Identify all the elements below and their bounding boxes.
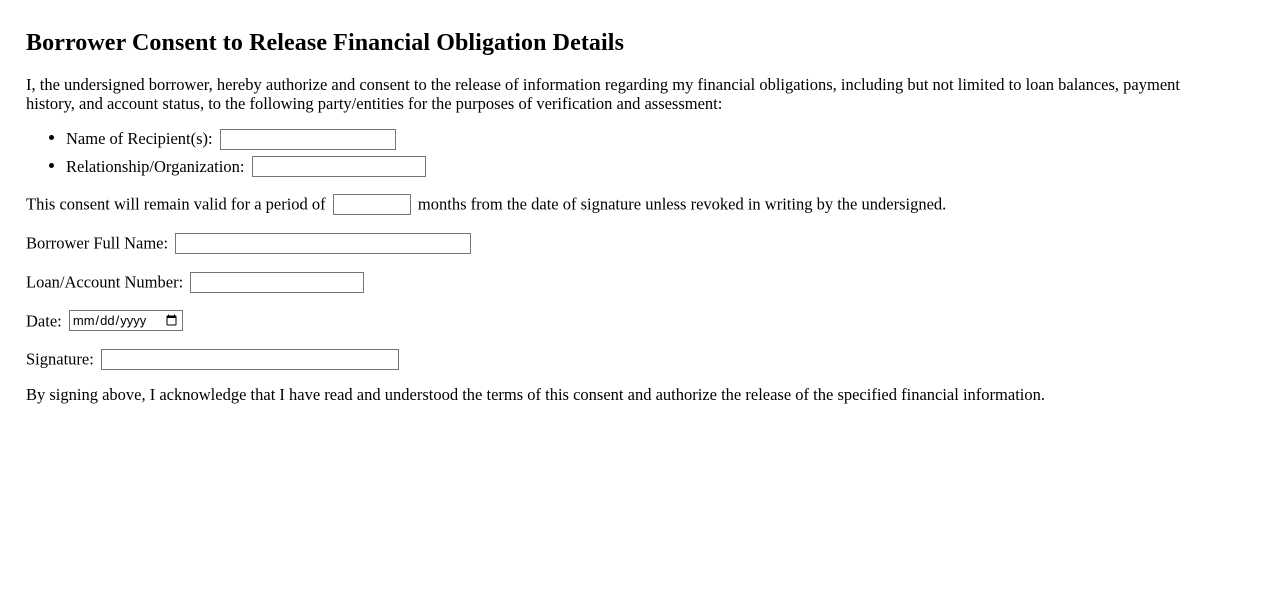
list-item-recipient	[66, 128, 1252, 150]
validity-months-input[interactable]	[333, 194, 411, 215]
validity-text-after: months from the date of signature unless revoked in writing by the undersigned.	[417, 195, 947, 215]
recipient-name-input[interactable]	[220, 129, 396, 150]
validity-period-row	[26, 191, 1252, 216]
page-title: Borrower Consent to Release Financial Obligation Details	[26, 30, 625, 56]
relationship-organization-label: Relationship/Organization:	[66, 156, 245, 176]
validity-text-before: This consent will remain valid for a period of	[26, 195, 326, 215]
date-row	[26, 308, 1252, 333]
date-input[interactable]	[69, 310, 183, 331]
signature-label: Signature:	[26, 350, 94, 370]
loan-account-number-input[interactable]	[190, 272, 364, 293]
borrower-full-name-label: Borrower Full Name:	[26, 233, 169, 253]
recipient-field-list	[26, 128, 1252, 177]
recipient-name-label: Name of Recipient(s):	[66, 128, 213, 148]
closing-paragraph: By signing above, I acknowledge that I have read and understood the terms of this consent and authorize the release of the specified financial information.	[26, 385, 1045, 405]
signature-input[interactable]	[101, 349, 399, 370]
intro-paragraph: I, the undersigned borrower, hereby authorize and consent to the release of information regarding my financial obligations, including but not limited to loan balances, payment history, and account status, to the following party/entities for the purposes of verification and assessment:	[26, 75, 1180, 114]
loan-account-number-row	[26, 269, 1252, 294]
signature-row	[26, 346, 1252, 371]
borrower-full-name-row	[26, 230, 1252, 255]
borrower-full-name-input[interactable]	[175, 233, 471, 254]
date-label: Date:	[26, 311, 62, 331]
relationship-organization-input[interactable]	[252, 156, 426, 177]
loan-account-number-label: Loan/Account Number:	[26, 272, 184, 292]
list-item-relationship	[66, 156, 1252, 178]
